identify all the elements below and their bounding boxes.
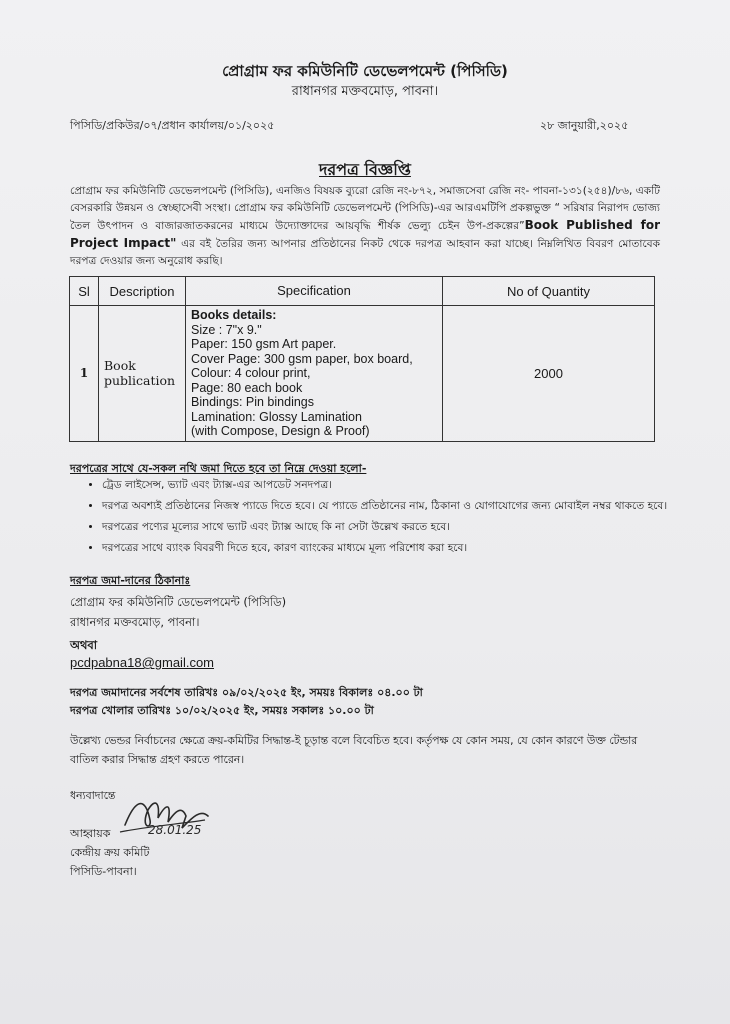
table-row [70, 306, 655, 442]
spec-line: Bindings: Pin bindings [191, 395, 314, 409]
specification-table [69, 276, 655, 442]
row-specification [186, 306, 443, 442]
signature-date: 28.01.25 [148, 823, 202, 837]
row-sl: 1 [70, 306, 99, 442]
spec-line: (with Compose, Design & Proof) [191, 424, 370, 438]
organization-address: রাধানগর মক্তবমোড়, পাবনা। [291, 84, 439, 99]
documents-list [80, 476, 682, 560]
notice-intro-end: এর বই তৈরির জন্য আপনার প্রতিষ্ঠানের নিকট থেকে দরপত্র আহবান করা যাচ্ছে। নিম্নলিখিত বিবরণ মোতাবেক দরপত্র দেওয়ার জন্য অনুরোধ করছি। [70, 238, 661, 267]
closing-note: উল্লেখ্য ভেন্ডর নির্বাচনের ক্ষেত্রে ক্রয়-কমিটির সিদ্ধান্ত-ই চূড়ান্ত বলে বিবেচিত হবে। কর্তৃপক্ষ যে কোন সময়, যে কোন কারণে উক্ত টেন্ডার বাতিল করার সিদ্ধান্ত গ্রহণ করতে পারেন। [70, 734, 638, 766]
project-title: Book Published for Project Impact" [70, 218, 661, 250]
signatory-role: আহ্বায়ক [70, 827, 111, 840]
list-item: • ট্রেড লাইসেন্স, ভ্যাট এবং ট্যাক্স-এর আপডেট সনদপত্র। [102, 476, 682, 495]
notice-paragraph [70, 183, 660, 270]
memo-number: পিসিডি/প্রকিউর/০৭/প্রধান কার্যালয়/০১/২০২৫ [70, 119, 275, 132]
header-quantity: No of Quantity [443, 277, 655, 306]
submission-organization: প্রোগ্রাম ফর কমিউনিটি ডেভেলপমেন্ট (পিসিডি) [70, 595, 287, 609]
list-item: • দরপত্র অবশ্যই প্রতিষ্ঠানের নিজস্ব প্যাডে দিতে হবে। যে প্যাডে প্রতিষ্ঠানের নাম, ঠিকানা ও যোগাযোগের জন্য মোবাইল নম্বর থাকতে হবে। [102, 497, 682, 516]
spec-line: Size : 7"x 9." [191, 322, 262, 337]
documents-heading: দরপত্রের সাথে যে-সকল নথি জমা দিতে হবে তা নিম্নে দেওয়া হলো- [70, 462, 367, 475]
header-description: Description [99, 277, 186, 306]
document-date: ২৮ জানুয়ারী,২০২৫ [540, 119, 629, 132]
notice-title: দরপত্র বিজ্ঞপ্তি [319, 160, 411, 179]
submission-heading: দরপত্র জমা-দানের ঠিকানাঃ [70, 574, 191, 587]
table-header-row [70, 277, 655, 306]
header-sl: Sl [70, 277, 99, 306]
spec-line: Page: 80 each book [191, 380, 303, 395]
header-specification: Specification [186, 277, 443, 306]
submission-email[interactable]: pcdpabna18@gmail.com [70, 655, 215, 670]
row-quantity: 2000 [443, 306, 655, 442]
row-description: Book publication [99, 306, 186, 442]
organization-name: প্রোগ্রাম ফর কমিউনিটি ডেভেলপমেন্ট (পিসিডি) [222, 62, 508, 80]
notice-intro: প্রোগ্রাম ফর কমিউনিটি ডেভেলপমেন্ট (পিসিডি), এনজিও বিষয়ক ব্যুরো রেজি নং-৮৭২, সমাজসেবা রেজি নং- পাবনা-১৩১(২৫৪)/৮৬, একটি বেসরকারি উন্নয়ন ও স্বেচ্ছাসেবী সংস্থা। প্রোগ্রাম ফর কমিউনিটি ডেভেলপমেন্ট (পিসিডি)-এর আরএমটিপি প্রকল্পভুক্ত “ সরিষার নিরাপদ ভোজ্য তৈল উৎপাদন ও বাজারজাতকরনের মাধ্যমে উদ্যোক্তাদের আয়বৃদ্ধি শীর্ষক ভেল্যু চেইন উপ-প্রকল্পের” [70, 185, 660, 232]
list-item: • দরপত্রের সাথে ব্যাংক বিবরণী দিতে হবে, কারণ ব্যাংকের মাধ্যমে মূল্য পরিশোধ করা হবে। [102, 539, 682, 558]
spec-line: Paper: 150 gsm Art paper. [191, 337, 337, 351]
spec-line: Lamination: Glossy Lamination [191, 409, 362, 424]
spec-title: Books details: [191, 308, 277, 322]
submission-deadline: দরপত্র জমাদানের সর্বশেষ তারিখঃ ০৯/০২/২০২৫ ইং, সময়ঃ বিকালঃ ০৪.০০ টা [70, 686, 423, 699]
list-item: • দরপত্রের পণ্যের মূল্যের সাথে ভ্যাট এবং ট্যাক্স আছে কি না সেটা উল্লেখ করতে হবে। [102, 518, 682, 537]
spec-line: Colour: 4 colour print, [191, 366, 311, 380]
submission-address: রাধানগর মক্তবমোড়, পাবনা। [70, 615, 200, 629]
spec-line: Cover Page: 300 gsm paper, box board, [191, 351, 413, 366]
signatory-committee: কেন্দ্রীয় ক্রয় কমিটি [70, 846, 150, 859]
thanks-text: ধন্যবাদান্তে [70, 789, 116, 802]
signature [110, 780, 250, 850]
signatory-place: পিসিডি-পাবনা। [70, 865, 137, 878]
opening-date: দরপত্র খোলার তারিখঃ ১০/০২/২০২৫ ইং, সময়ঃ সকালঃ ১০.০০ টা [70, 704, 374, 717]
or-label: অথবা [70, 638, 98, 652]
